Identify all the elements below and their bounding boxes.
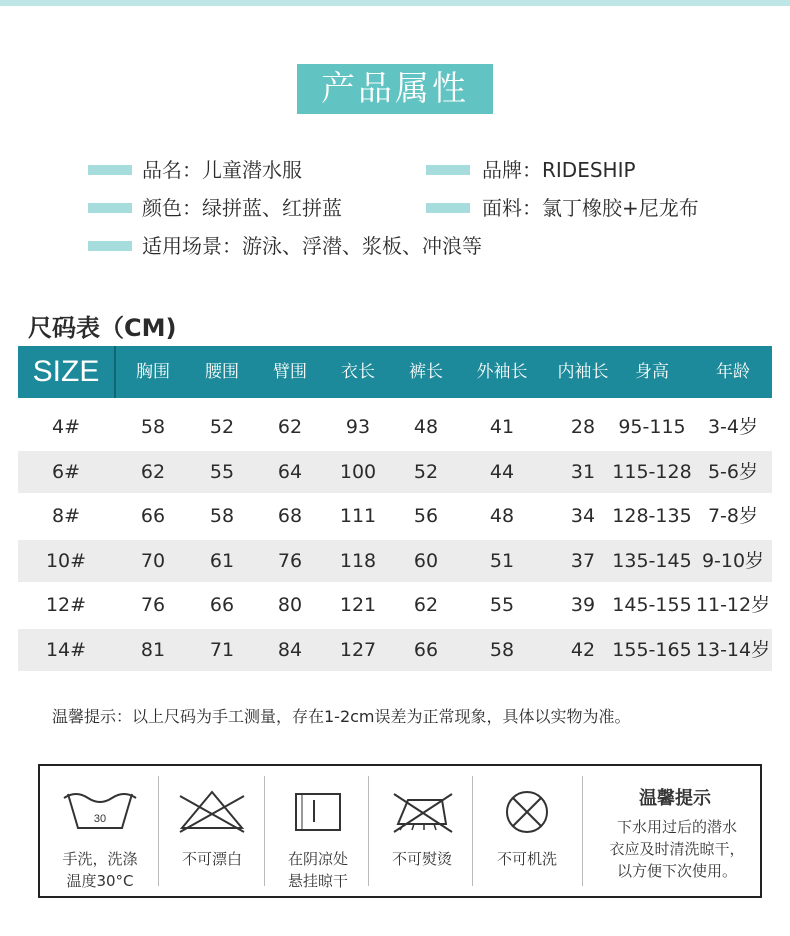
header-cell: 内袖长 <box>557 362 609 382</box>
table-cell: 66 <box>413 638 439 661</box>
attr-bar <box>426 203 470 213</box>
table-cell: 145-155 <box>612 594 692 616</box>
header-cell: 裤长 <box>409 362 443 382</box>
table-cell: 66 <box>209 594 235 616</box>
table-row <box>18 629 772 671</box>
table-cell: 34 <box>570 505 596 527</box>
table-cell: 111 <box>339 505 377 527</box>
attr-bar <box>88 241 132 251</box>
table-cell: 55 <box>209 460 235 483</box>
table-cell: 56 <box>413 505 439 527</box>
attr-bar <box>88 203 132 213</box>
table-cell: 80 <box>277 594 303 616</box>
care-label: 不可机洗 <box>496 850 557 868</box>
header-cell: 外袖长 <box>476 362 528 382</box>
table-row <box>18 540 772 582</box>
care-item-no-bleach <box>160 772 264 890</box>
size-code-cell: 4# <box>51 416 80 438</box>
table-cell: 28 <box>570 416 596 438</box>
table-cell: 115-128 <box>612 460 692 483</box>
table-cell: 52 <box>209 416 235 438</box>
table-cell: 31 <box>570 460 596 483</box>
care-label: 不可熨烫 <box>391 850 452 868</box>
care-instructions-panel <box>38 764 762 898</box>
size-code-cell: 8# <box>51 505 80 527</box>
table-cell: 62 <box>277 416 303 438</box>
attr-color: 颜色：绿拼蓝、红拼蓝 <box>142 196 342 220</box>
table-row <box>18 451 772 493</box>
care-divider <box>472 776 473 886</box>
size-table-header <box>18 346 772 398</box>
table-cell: 95-115 <box>618 416 686 438</box>
measurement-note: 温馨提示：以上尺码为手工测量，存在1-2cm误差为正常现象，具体以实物为准。 <box>52 707 631 726</box>
table-cell: 61 <box>209 549 235 572</box>
table-cell: 48 <box>413 416 439 438</box>
table-cell: 76 <box>277 549 303 572</box>
table-cell: 155-165 <box>612 638 692 661</box>
table-cell: 121 <box>339 594 377 616</box>
table-cell: 100 <box>339 460 377 483</box>
table-cell: 127 <box>339 638 377 661</box>
hand-wash-icon <box>46 784 154 838</box>
table-cell: 62 <box>413 594 439 616</box>
size-label: SIZE <box>32 355 100 388</box>
attr-brand: 品牌：RIDESHIP <box>482 158 636 182</box>
header-cell: 胸围 <box>136 362 170 382</box>
care-divider <box>158 776 159 886</box>
table-cell: 71 <box>209 638 235 661</box>
care-item-dry-shade <box>266 772 370 890</box>
no-iron-icon <box>370 784 474 838</box>
size-code-cell: 12# <box>45 594 87 616</box>
care-label: 不可漂白 <box>181 850 242 868</box>
header-cell: 身高 <box>635 362 669 382</box>
care-item-no-iron <box>370 772 474 890</box>
size-code-cell: 6# <box>51 460 80 483</box>
attr-bar <box>88 165 132 175</box>
table-cell: 13-14岁 <box>695 638 771 661</box>
attr-scenario: 适用场景：游泳、浮潜、浆板、冲浪等 <box>142 234 482 258</box>
attr-name: 品名：儿童潜水服 <box>142 158 302 182</box>
care-tip-body: 下水用过后的潜水 衣应及时清洗晾干， 以方便下次使用。 <box>609 818 745 880</box>
care-divider <box>264 776 265 886</box>
no-machine-wash-icon <box>474 784 580 838</box>
care-item-no-machine-wash <box>474 772 580 890</box>
table-cell: 64 <box>277 460 303 483</box>
table-cell: 11-12岁 <box>695 594 771 616</box>
table-cell: 3-4岁 <box>707 416 759 438</box>
table-cell: 9-10岁 <box>701 549 765 572</box>
table-cell: 41 <box>489 416 515 438</box>
attr-material: 面料：氯丁橡胶+尼龙布 <box>482 196 699 220</box>
table-row <box>18 584 772 626</box>
table-cell: 128-135 <box>612 505 692 527</box>
table-cell: 42 <box>570 638 596 661</box>
section-title: 产品属性 <box>297 64 493 114</box>
attr-bar <box>426 165 470 175</box>
dry-in-shade-icon <box>266 784 370 838</box>
table-cell: 37 <box>570 549 596 572</box>
table-row <box>18 406 772 448</box>
table-row <box>18 495 772 537</box>
care-label: 在阴凉处 悬挂晾干 <box>287 850 348 890</box>
table-cell: 135-145 <box>612 549 692 572</box>
table-cell: 58 <box>489 638 515 661</box>
table-cell: 81 <box>140 638 166 661</box>
table-cell: 58 <box>140 416 166 438</box>
size-code-cell: 10# <box>45 549 87 572</box>
table-cell: 39 <box>570 594 596 616</box>
care-label: 手洗，洗涤 温度30°C <box>62 850 138 890</box>
top-accent-line <box>0 0 790 6</box>
header-cell: 衣长 <box>341 362 375 382</box>
table-cell: 44 <box>489 460 515 483</box>
table-cell: 58 <box>209 505 235 527</box>
table-cell: 118 <box>339 549 377 572</box>
table-cell: 68 <box>277 505 303 527</box>
table-cell: 70 <box>140 549 166 572</box>
care-tip-title: 温馨提示 <box>639 788 711 809</box>
no-bleach-icon <box>160 784 264 838</box>
table-cell: 51 <box>489 549 515 572</box>
header-cell: 臂围 <box>273 362 307 382</box>
table-cell: 84 <box>277 638 303 661</box>
wash-temp-label: 30 <box>93 813 107 825</box>
care-divider <box>582 776 583 886</box>
table-cell: 55 <box>489 594 515 616</box>
table-cell: 52 <box>413 460 439 483</box>
table-cell: 60 <box>413 549 439 572</box>
header-separator <box>114 346 116 398</box>
table-cell: 48 <box>489 505 515 527</box>
header-cell: 年龄 <box>716 362 750 382</box>
table-cell: 66 <box>140 505 166 527</box>
care-divider <box>368 776 369 886</box>
table-cell: 5-6岁 <box>707 460 759 483</box>
care-item-hand-wash <box>46 772 154 890</box>
size-chart-title: 尺码表（CM) <box>28 314 177 342</box>
size-code-cell: 14# <box>45 638 87 661</box>
header-cell: 腰围 <box>205 362 239 382</box>
table-cell: 93 <box>345 416 371 438</box>
table-cell: 76 <box>140 594 166 616</box>
table-cell: 62 <box>140 460 166 483</box>
table-cell: 7-8岁 <box>707 505 759 527</box>
